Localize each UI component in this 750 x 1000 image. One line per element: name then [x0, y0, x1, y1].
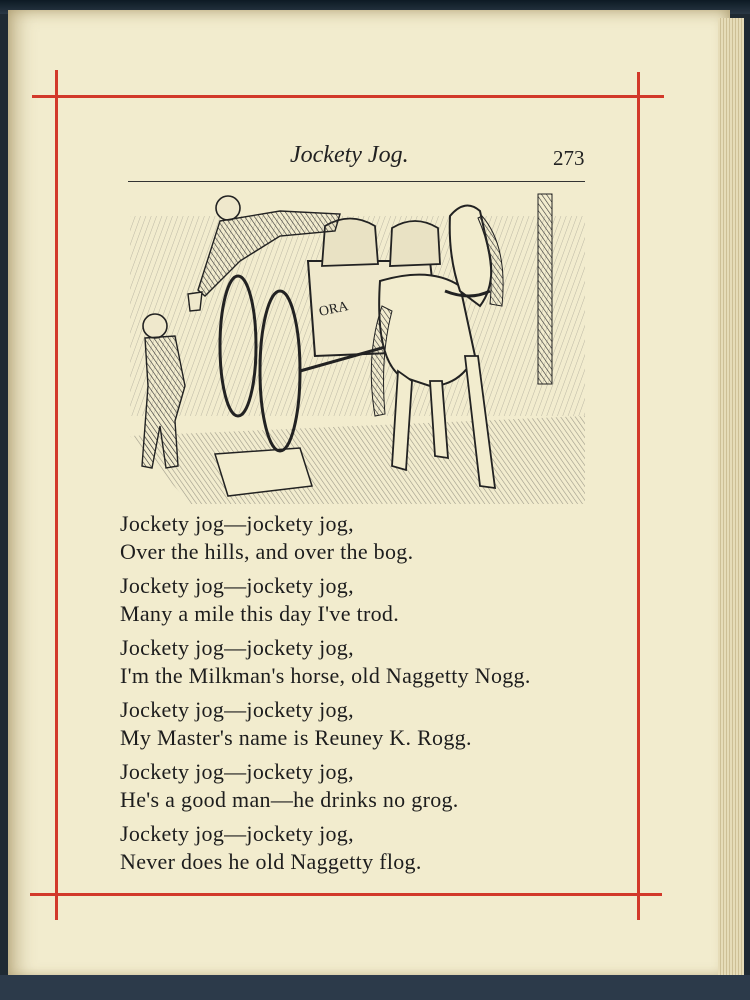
- poem: [120, 510, 620, 882]
- running-title: Jockety Jog.: [290, 142, 409, 168]
- stanza: [120, 510, 620, 566]
- stanza: [120, 572, 620, 628]
- poem-line: I'm the Milkman's horse, old Naggetty Nogg.: [120, 663, 531, 688]
- poem-line: My Master's name is Reuney K. Rogg.: [120, 725, 472, 750]
- poem-line: Many a mile this day I've trod.: [120, 601, 400, 626]
- header-rule: [128, 181, 585, 182]
- poem-line: Jockety jog—jockety jog,: [120, 511, 354, 536]
- poem-line: Jockety jog—jockety jog,: [120, 573, 354, 598]
- red-border-bottom: [30, 893, 662, 896]
- poem-line: Jockety jog—jockety jog,: [120, 759, 354, 784]
- cart-lettering: ORA: [317, 299, 350, 320]
- poem-line: Jockety jog—jockety jog,: [120, 821, 354, 846]
- page-edges: [718, 18, 744, 978]
- stanza: [120, 634, 620, 690]
- red-border-right: [637, 72, 640, 920]
- poem-line: Over the hills, and over the bog.: [120, 539, 414, 564]
- red-border-top: [32, 95, 664, 98]
- page-number: 273: [553, 146, 585, 170]
- poem-line: Never does he old Naggetty flog.: [120, 849, 422, 874]
- cup: [188, 292, 202, 311]
- poem-line: Jockety jog—jockety jog,: [120, 635, 354, 660]
- ground: [130, 416, 585, 504]
- stanza: [120, 820, 620, 876]
- milk-can: [390, 221, 440, 266]
- stanza: [120, 758, 620, 814]
- red-border-left: [55, 70, 58, 920]
- milk-cart-illustration: [130, 186, 585, 504]
- poem-line: Jockety jog—jockety jog,: [120, 697, 354, 722]
- stanza: [120, 696, 620, 752]
- poem-line: He's a good man—he drinks no grog.: [120, 787, 459, 812]
- milkman-head: [216, 196, 240, 220]
- book-cover-bottom: [0, 975, 750, 1000]
- boy-head: [143, 314, 167, 338]
- door-post: [538, 194, 552, 384]
